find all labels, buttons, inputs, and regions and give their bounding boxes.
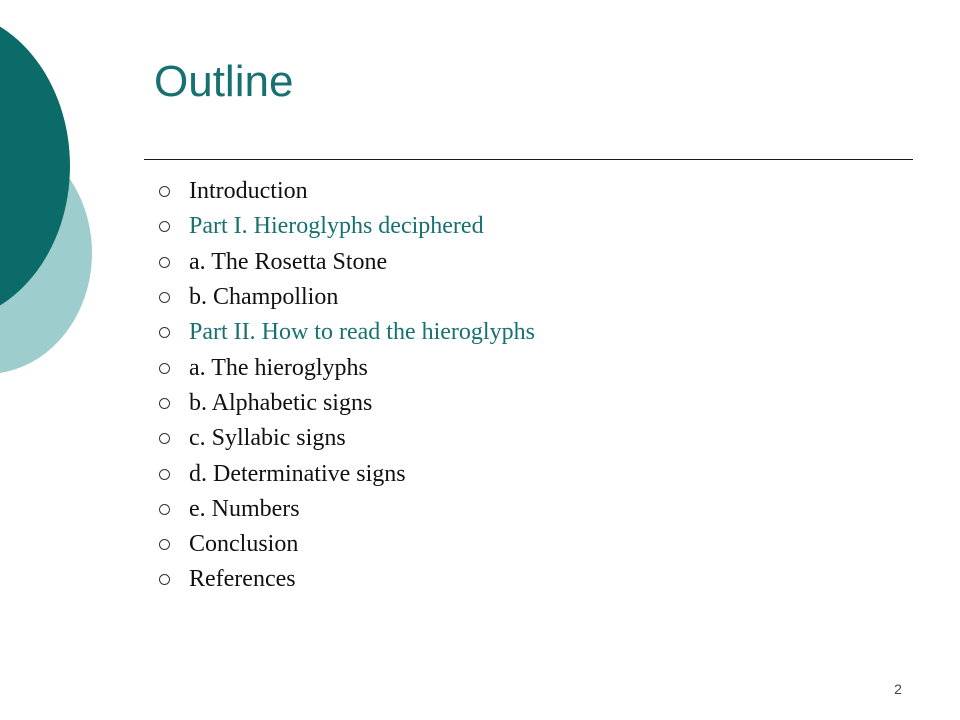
outline-item-label: Part I. Hieroglyphs deciphered bbox=[189, 213, 484, 240]
outline-item-label: a. The Rosetta Stone bbox=[189, 248, 388, 275]
outline-item bbox=[158, 562, 535, 597]
outline-item-label: Part II. How to read the hieroglyphs bbox=[189, 319, 535, 346]
outline-item bbox=[158, 350, 535, 385]
hollow-circle-bullet-icon bbox=[159, 257, 170, 268]
hollow-circle-bullet-icon bbox=[159, 221, 170, 232]
hollow-circle-bullet-icon bbox=[159, 327, 170, 338]
hollow-circle-bullet-icon bbox=[159, 363, 170, 374]
outline-item-label: c. Syllabic signs bbox=[189, 425, 346, 452]
outline-item bbox=[158, 456, 535, 491]
outline-item-label: d. Determinative signs bbox=[189, 460, 406, 487]
outline-item-label: e. Numbers bbox=[189, 495, 300, 522]
hollow-circle-bullet-icon bbox=[159, 186, 170, 197]
outline-item bbox=[158, 315, 535, 350]
outline-item-label: b. Champollion bbox=[189, 284, 339, 311]
outline-item-label: References bbox=[189, 566, 296, 593]
outline-item bbox=[158, 245, 535, 280]
outline-list bbox=[158, 174, 535, 598]
outline-item-label: Introduction bbox=[189, 178, 308, 205]
outline-item bbox=[158, 280, 535, 315]
hollow-circle-bullet-icon bbox=[159, 469, 170, 480]
outline-item bbox=[158, 209, 535, 244]
title-divider bbox=[144, 159, 913, 160]
outline-item bbox=[158, 174, 535, 209]
slide-title: Outline bbox=[154, 57, 294, 106]
outline-item-label: a. The hieroglyphs bbox=[189, 354, 368, 381]
outline-item bbox=[158, 527, 535, 562]
outline-item bbox=[158, 421, 535, 456]
outline-item bbox=[158, 492, 535, 527]
outline-item-label: Conclusion bbox=[189, 531, 299, 558]
hollow-circle-bullet-icon bbox=[159, 539, 170, 550]
slide-number: 2 bbox=[894, 681, 902, 697]
outline-item-label: b. Alphabetic signs bbox=[189, 389, 373, 416]
outline-item bbox=[158, 386, 535, 421]
hollow-circle-bullet-icon bbox=[159, 433, 170, 444]
hollow-circle-bullet-icon bbox=[159, 574, 170, 585]
hollow-circle-bullet-icon bbox=[159, 504, 170, 515]
hollow-circle-bullet-icon bbox=[159, 292, 170, 303]
hollow-circle-bullet-icon bbox=[159, 398, 170, 409]
